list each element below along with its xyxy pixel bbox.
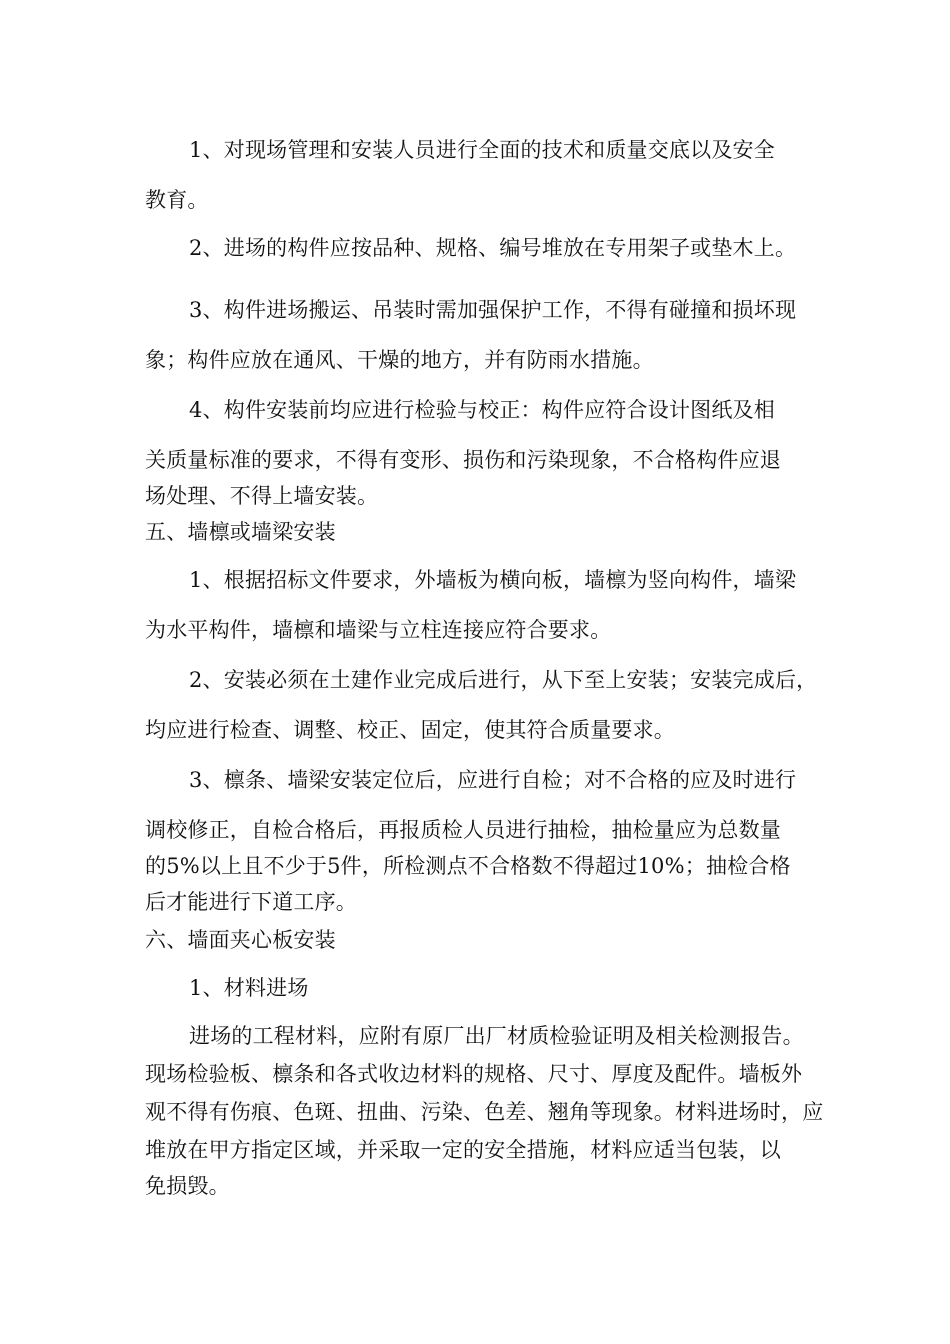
paragraph-6-1-line-4: 堆放在甲方指定区域，并采取一定的安全措施，材料应适当包装，以 [145,1138,781,1162]
subheading-6-1: 1、材料进场 [189,976,309,1000]
paragraph-4-line-1: 4、构件安装前均应进行检验与校正：构件应符合设计图纸及相 [189,398,775,422]
paragraph-5-3-line-2: 调校修正，自检合格后，再报质检人员进行抽检，抽检量应为总数量 [145,818,781,842]
paragraph-6-1-line-3: 观不得有伤痕、色斑、扭曲、污染、色差、翘角等现象。材料进场时，应 [145,1100,824,1124]
paragraph-5-2-line-2: 均应进行检查、调整、校正、固定，使其符合质量要求。 [145,718,675,742]
paragraph-5-3-line-4: 后才能进行下道工序。 [145,890,357,914]
paragraph-5-3-line-3: 的5%以上且不少于5件，所检测点不合格数不得超过10%；抽检合格 [145,854,791,878]
paragraph-3-line-1: 3、构件进场搬运、吊装时需加强保护工作，不得有碰撞和损坏现 [189,298,797,322]
paragraph-6-1-line-5: 免损毁。 [145,1174,230,1198]
paragraph-6-1-line-1: 进场的工程材料，应附有原厂出厂材质检验证明及相关检测报告。 [189,1024,804,1048]
paragraph-5-2-line-1: 2、安装必须在土建作业完成后进行，从下至上安装；安装完成后， [189,668,818,692]
paragraph-4-line-3: 场处理、不得上墙安装。 [145,484,379,508]
paragraph-3-line-2: 象；构件应放在通风、干燥的地方，并有防雨水措施。 [145,348,654,372]
paragraph-6-1-line-2: 现场检验板、檩条和各式收边材料的规格、尺寸、厚度及配件。墙板外 [145,1062,803,1086]
paragraph-1-line-2: 教育。 [145,188,209,212]
paragraph-5-1-line-2: 为水平构件，墙檩和墙梁与立柱连接应符合要求。 [145,618,612,642]
section-heading-5: 五、墙檩或墙梁安装 [145,520,336,544]
section-heading-6: 六、墙面夹心板安装 [145,928,336,952]
paragraph-4-line-2: 关质量标准的要求，不得有变形、损伤和污染现象，不合格构件应退 [145,448,781,472]
paragraph-1-line-1: 1、对现场管理和安装人员进行全面的技术和质量交底以及安全 [189,138,775,162]
paragraph-2-line-1: 2、进场的构件应按品种、规格、编号堆放在专用架子或垫木上。 [189,236,797,260]
paragraph-5-3-line-1: 3、檩条、墙梁安装定位后，应进行自检；对不合格的应及时进行 [189,768,797,792]
paragraph-5-1-line-1: 1、根据招标文件要求，外墙板为横向板，墙檩为竖向构件，墙梁 [189,568,797,592]
